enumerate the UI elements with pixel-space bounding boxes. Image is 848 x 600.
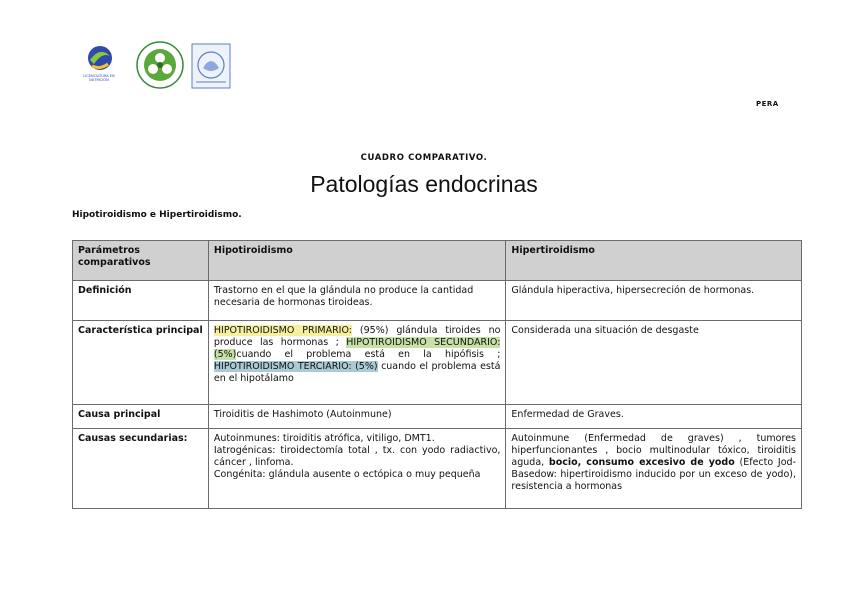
university-seal-icon	[135, 40, 185, 90]
table-cell: Enfermedad de Graves.	[506, 405, 802, 429]
logos	[78, 42, 238, 92]
row-label: Característica principal	[73, 321, 209, 405]
table-row	[73, 281, 802, 321]
table-row	[73, 405, 802, 429]
document-subtitle: Hipotiroidismo e Hipertiroidismo.	[72, 210, 242, 220]
nutrition-logo	[78, 42, 122, 90]
cell-text: (95%) glándula tiroides no produce las hormonas ;	[213, 325, 501, 348]
table-cell: Trastorno en el que la glándula no produce la cantidad necesaria de hormonas tiroideas.	[208, 281, 506, 321]
faculty-emblem-icon	[190, 42, 232, 90]
table-row	[73, 429, 802, 509]
cell-text: cuando el problema está en el hipotálamo	[213, 361, 501, 384]
highlight-secondary: HIPOTIROIDISMO SECUNDARIO: (5%)	[213, 337, 501, 360]
column-header-hypothyroidism: Hipotiroidismo	[208, 241, 506, 281]
cell-line: Iatrogénicas: tiroidectomía total , tx. con yodo radiactivo, cáncer , linfoma.	[213, 445, 501, 468]
document-kicker: CUADRO COMPARATIVO.	[360, 153, 488, 163]
highlight-tertiary: HIPOTIROIDISMO TERCIARIO: (5%)	[213, 361, 378, 372]
logo-caption: LICENCIATURA EN NUTRICION	[83, 74, 115, 82]
cell-line: Autoinmunes: tiroiditis atrófica, vitiligo, DMT1.	[213, 433, 435, 444]
cell-line: Congénita: glándula ausente o ectópica o muy pequeña	[213, 469, 481, 480]
cell-text: (Efecto Jod- Basedow: hipertiroidismo inducido por un exceso de yodo), resistencia a hormonas	[511, 457, 796, 492]
cell-text: cuando el problema está en la hipófisis ;	[236, 349, 501, 360]
row-label: Definición	[73, 281, 209, 321]
table-header-row	[73, 241, 802, 281]
table-cell: Considerada una situación de desgaste	[506, 321, 802, 405]
column-header-hyperthyroidism: Hipertiroidismo	[506, 241, 802, 281]
document-code: PERA	[756, 100, 779, 108]
table-cell	[506, 429, 802, 509]
cell-text: Autoinmune (Enfermedad de graves) , tumores hiperfuncionantes , bocio multinodular tóxico, tiroiditis aguda,	[511, 433, 796, 468]
cell-text-bold: bocio, consumo excesivo de yodo	[548, 457, 735, 468]
column-header-parameters: Parámetros comparativos	[73, 241, 209, 281]
highlight-primary: HIPOTIROIDISMO PRIMARIO:	[213, 325, 352, 336]
table-cell: Tiroiditis de Hashimoto (Autoinmune)	[208, 405, 506, 429]
table-cell	[208, 429, 506, 509]
comparison-table	[72, 240, 802, 509]
row-label: Causa principal	[73, 405, 209, 429]
row-label: Causas secundarias:	[73, 429, 209, 509]
table-row	[73, 321, 802, 405]
table-cell: Glándula hiperactiva, hipersecreción de hormonas.	[506, 281, 802, 321]
table-cell	[208, 321, 506, 405]
page-title: Patologías endocrinas	[310, 171, 538, 197]
